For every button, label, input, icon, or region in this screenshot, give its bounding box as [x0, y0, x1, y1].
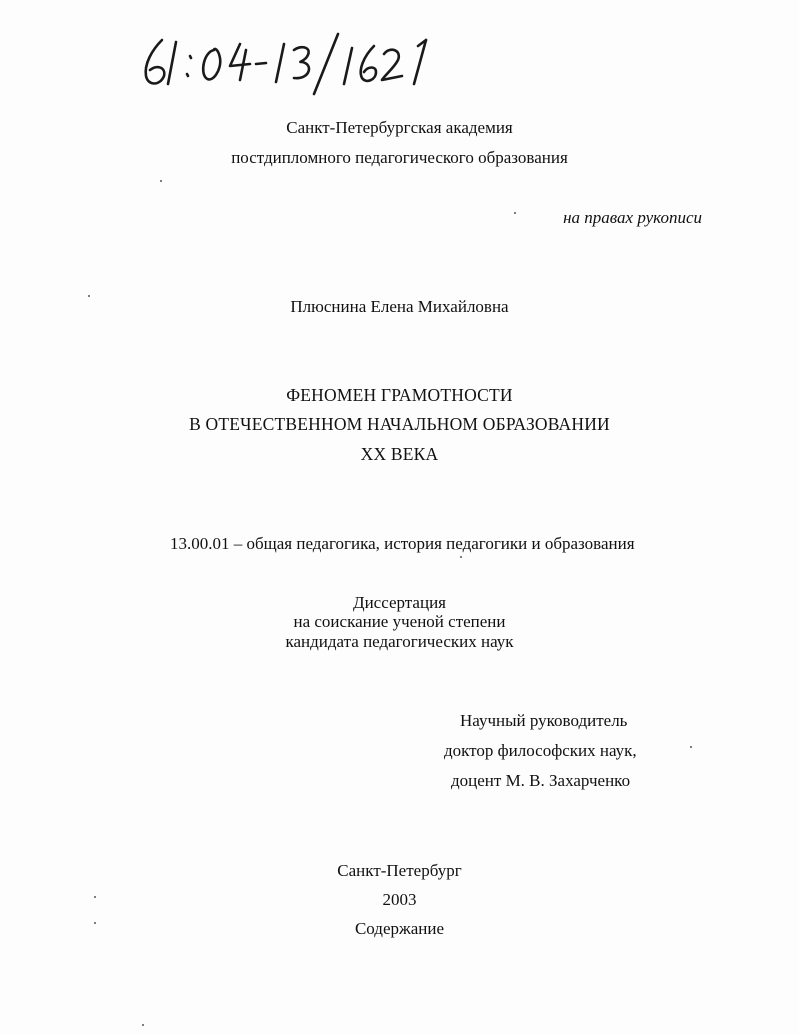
supervisor-line-3: доцент М. В. Захарченко — [451, 771, 631, 790]
manuscript-rights-note: на правах рукописи — [563, 208, 702, 227]
year: 2003 — [382, 890, 417, 909]
specialty-code: 13.00.01 – общая педагогика, история педагогики и образования — [170, 534, 635, 553]
supervisor-line-2: доктор философских наук, — [444, 741, 637, 760]
city: Санкт-Петербург — [337, 861, 462, 880]
title-line-3: XX ВЕКА — [360, 444, 439, 464]
institution-line-2: постдипломного педагогического образования — [231, 148, 568, 167]
degree-line-1: Диссертация — [352, 593, 446, 612]
degree-line-2: на соискание ученой степени — [293, 612, 506, 631]
handwritten-archive-mark — [138, 28, 438, 98]
scan-speck — [142, 1024, 144, 1026]
scan-speck — [94, 922, 96, 924]
scan-speck — [88, 295, 90, 297]
title-line-1: ФЕНОМЕН ГРАМОТНОСТИ — [286, 385, 513, 405]
handwritten-archive-mark-drawing — [138, 28, 438, 98]
degree-line-3: кандидата педагогических наук — [285, 632, 514, 651]
contents-heading: Содержание — [354, 919, 445, 938]
institution-line-1: Санкт-Петербургская академия — [286, 118, 513, 137]
supervisor-line-1: Научный руководитель — [460, 711, 628, 730]
scan-speck — [160, 180, 162, 182]
title-line-2: В ОТЕЧЕСТВЕННОМ НАЧАЛЬНОМ ОБРАЗОВАНИИ — [189, 414, 610, 434]
scan-speck — [690, 746, 692, 748]
scan-speck — [514, 212, 516, 214]
scan-speck — [94, 896, 96, 898]
scan-speck — [460, 556, 462, 558]
author-name: Плюснина Елена Михайловна — [290, 297, 509, 316]
